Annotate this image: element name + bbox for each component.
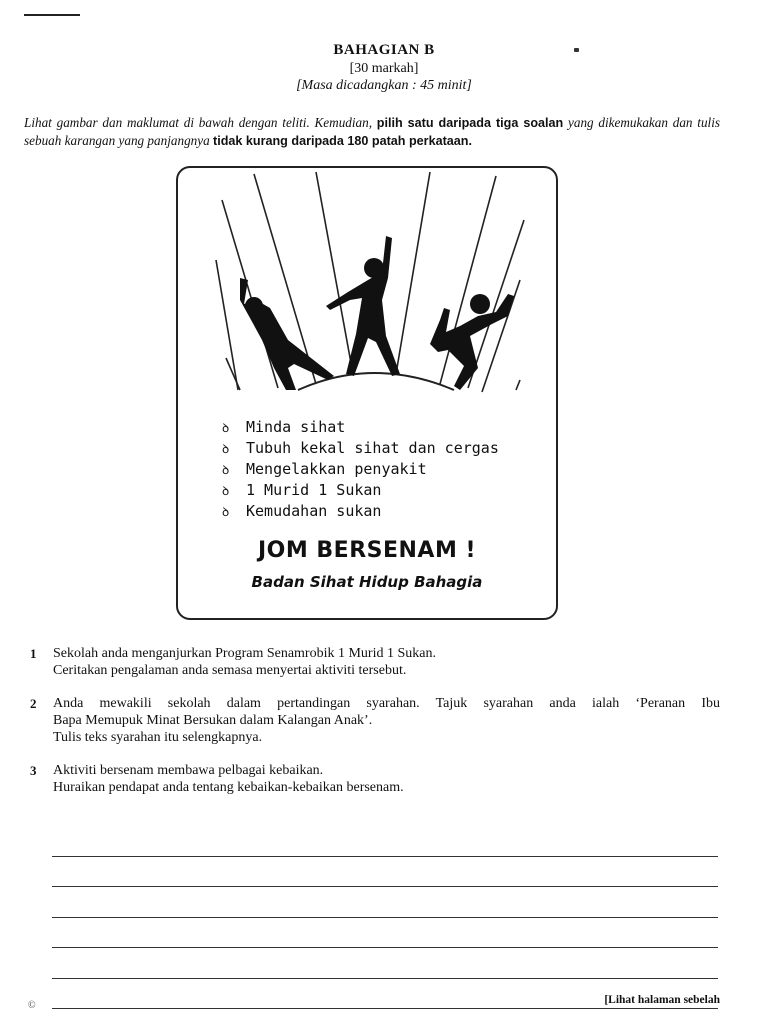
- question-number: 2: [30, 696, 37, 711]
- bullet-icon: ꝺ: [222, 505, 230, 519]
- bullet-icon: ꝺ: [222, 421, 230, 435]
- list-item: ꝺ 1 Murid 1 Sukan: [222, 480, 499, 501]
- answer-line[interactable]: [52, 918, 718, 949]
- instructions: [24, 114, 720, 150]
- answer-line[interactable]: [52, 857, 718, 888]
- dancers-illustration: [178, 168, 558, 418]
- poster-tagline: Badan Sihat Hidup Bahagia: [251, 573, 483, 591]
- question-2: 2 Anda mewakili sekolah dalam pertandingan syarahan. Tajuk syarahan anda ialah ‘Peranan Ibu Bapa Memupuk Minat Bersukan dalam Kalangan Anak’. Tulis teks syarahan itu selengkapnya.: [30, 696, 720, 745]
- section-title: BAHAGIAN B: [333, 42, 435, 58]
- instruction-part1: Lihat gambar dan maklumat di bawah dengan teliti. Kemudian,: [24, 115, 373, 130]
- question-3: 3 Aktiviti bersenam membawa pelbagai kebaikan. Huraikan pendapat anda tentang kebaikan-kebaikan bersenam.: [30, 763, 404, 795]
- instruction-part4: tidak kurang daripada 180 patah perkataan.: [213, 134, 472, 148]
- benefit-list: [222, 417, 499, 522]
- list-item: ꝺ Minda sihat: [222, 417, 499, 438]
- scan-mark: [24, 14, 80, 20]
- bullet-icon: ꝺ: [222, 463, 230, 477]
- list-item: ꝺ Kemudahan sukan: [222, 501, 499, 522]
- section-marks: [30 markah]: [349, 61, 419, 76]
- next-page-note: [Lihat halaman sebelah: [604, 994, 720, 1006]
- list-item: ꝺ Mengelakkan penyakit: [222, 459, 499, 480]
- copyright-mark: ©: [28, 1000, 36, 1011]
- list-item: ꝺ Tubuh kekal sihat dan cergas: [222, 438, 499, 459]
- answer-lines[interactable]: [52, 826, 718, 1009]
- question-1: 1 Sekolah anda menganjurkan Program Senamrobik 1 Murid 1 Sukan. Ceritakan pengalaman anda semasa menyertai aktiviti tersebut.: [30, 646, 436, 678]
- instruction-part2: pilih satu daripada tiga soalan: [376, 116, 564, 130]
- answer-line[interactable]: [52, 948, 718, 979]
- answer-line[interactable]: [52, 887, 718, 918]
- answer-line[interactable]: [52, 826, 718, 857]
- bullet-icon: ꝺ: [222, 442, 230, 456]
- question-number: 3: [30, 763, 37, 778]
- question-number: 1: [30, 646, 37, 661]
- instruction-part3: yang dikemukakan dan tulis sebuah karangan yang panjangnya: [24, 115, 720, 148]
- suggested-time: [Masa dicadangkan : 45 minit]: [296, 78, 472, 93]
- poster: [176, 166, 558, 620]
- poster-slogan: JOM BERSENAM !: [257, 538, 477, 563]
- question-list: [30, 645, 720, 812]
- bullet-icon: ꝺ: [222, 484, 230, 498]
